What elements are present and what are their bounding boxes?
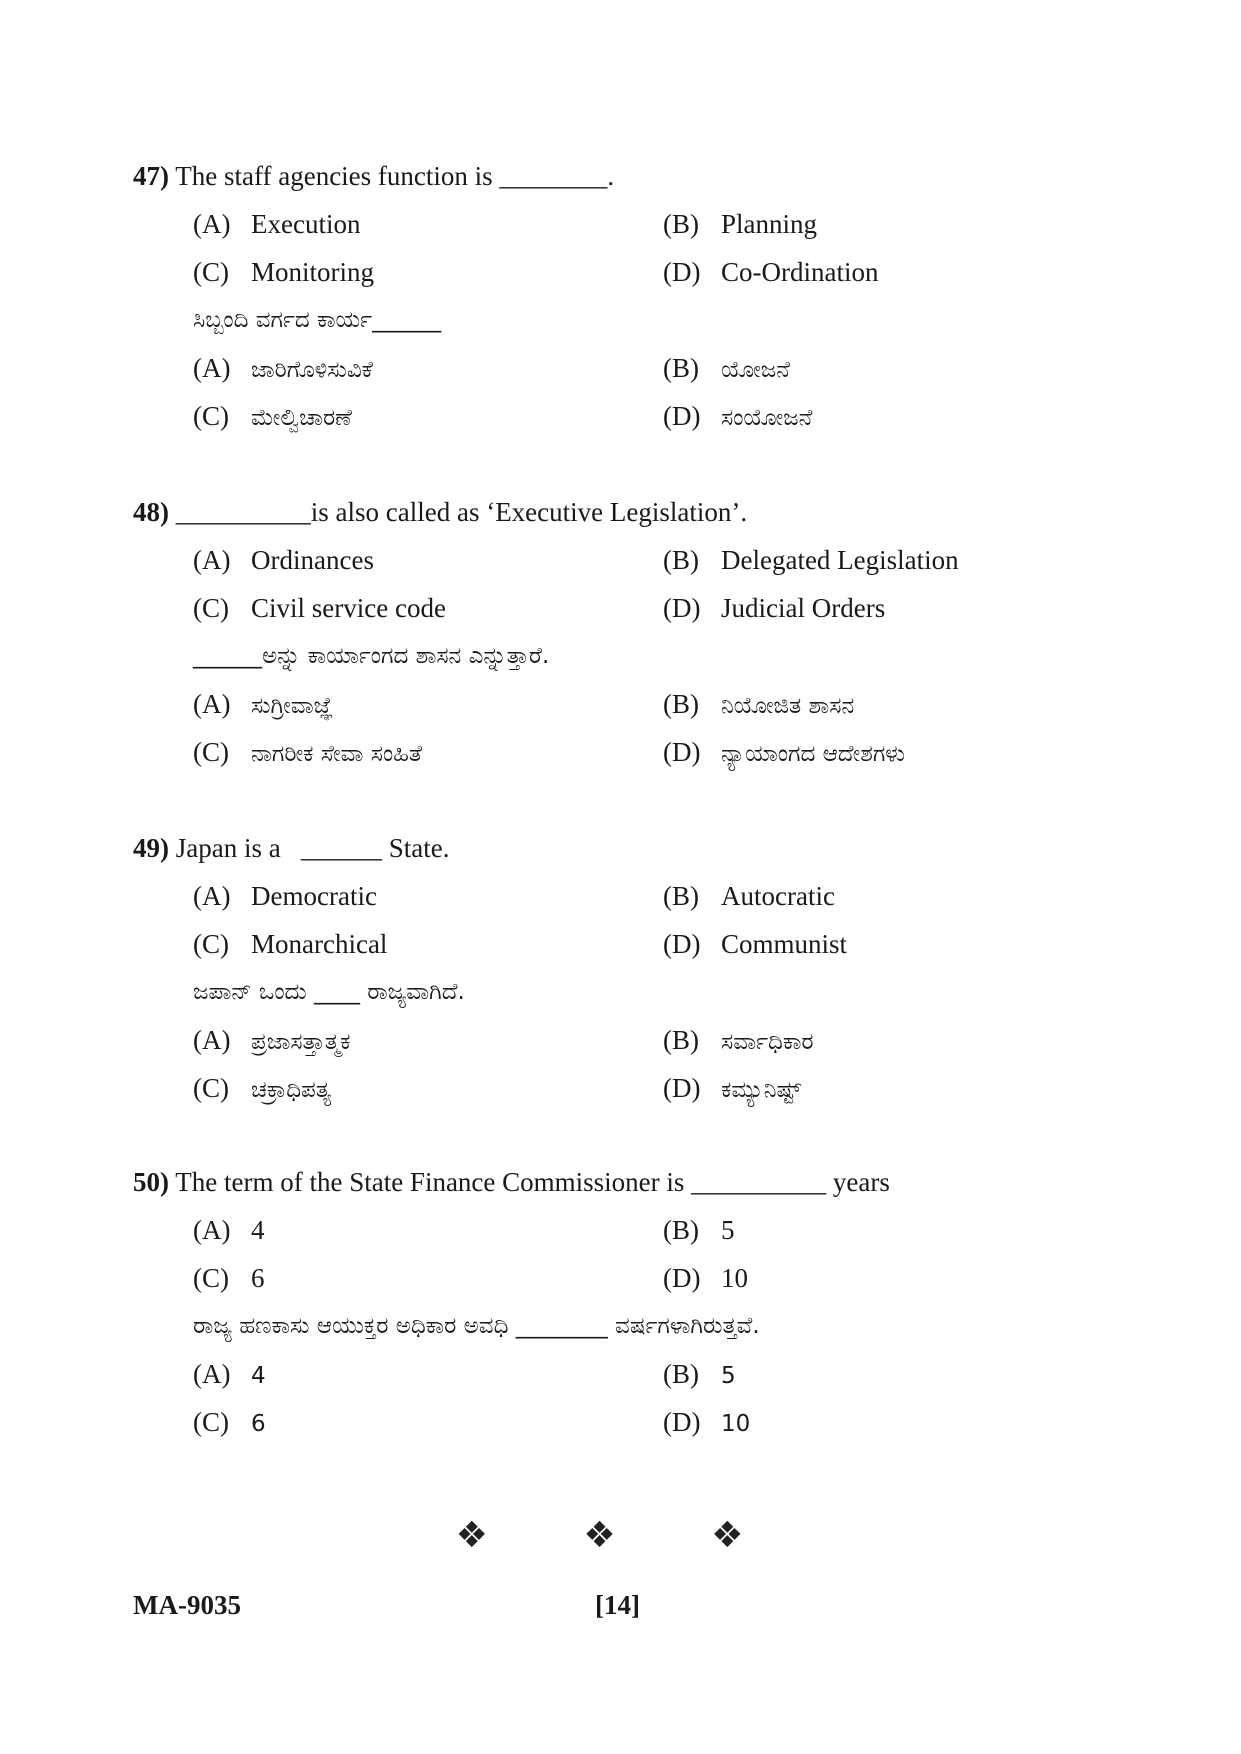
question-number: 49) [133,833,169,863]
option-a-en: (A) Democratic [193,881,377,911]
option-a-en: (A) Ordinances [193,545,374,575]
question-text-kn: ______ಅನ್ನು ಕಾರ್ಯಾಂಗದ ಶಾಸನ ಎನ್ನುತ್ತಾರೆ. [193,643,550,669]
option-b-kn: (B) ನಿಯೋಜಿತ ಶಾಸನ [663,689,855,719]
option-b-en: (B) 5 [663,1215,735,1245]
question-stem: The staff agencies function is ________. [175,161,615,191]
option-d-kn: (D) ನ್ಯಾಯಾಂಗದ ಆದೇಶಗಳು [663,737,906,767]
option-c-en: (C) Monarchical [193,929,388,959]
option-a-en: (A) 4 [193,1215,265,1245]
question-text-en [133,492,747,532]
option-d-en: (D) Co-Ordination [663,257,879,287]
option-c-kn: (C) 6 [193,1407,266,1437]
page-number: [14] [595,1590,640,1620]
option-c-kn: (C) ಚಕ್ರಾಧಿಪತ್ಯ [193,1073,332,1103]
option-b-kn: (B) ಯೋಜನೆ [663,353,790,383]
option-c-kn: (C) ಮೇಲ್ವಿಚಾರಣೆ [193,401,352,431]
question-stem: Japan is a ______ State. [175,833,450,863]
question-stem: The term of the State Finance Commissioner is __________ years [175,1167,890,1197]
question-text-kn: ಜಪಾನ್ ಒಂದು ____ ರಾಜ್ಯವಾಗಿದೆ. [193,979,465,1005]
question-text-en [133,156,614,196]
question-number: 48) [133,497,169,527]
question-text-kn: ಸಿಬ್ಬಂದಿ ವರ್ಗದ ಕಾರ್ಯ______ [193,307,442,333]
option-d-en: (D) 10 [663,1263,748,1293]
question-text-kn: ರಾಜ್ಯ ಹಣಕಾಸು ಆಯುಕ್ತರ ಅಧಿಕಾರ ಅವಧಿ ________ ವರ್ಷಗಳಾಗಿರುತ್ತವೆ. [193,1313,760,1339]
end-ornament-icon: ❖ ❖ ❖ [455,1515,786,1556]
option-b-en: (B) Planning [663,209,818,239]
option-b-kn: (B) ಸರ್ವಾಧಿಕಾರ [663,1025,814,1055]
question-text-en [133,828,449,868]
option-b-en: (B) Autocratic [663,881,835,911]
option-a-kn: (A) ಪ್ರಜಾಸತ್ತಾತ್ಮಕ [193,1025,351,1055]
paper-code: MA-9035 [133,1590,241,1620]
option-c-en: (C) Monitoring [193,257,375,287]
option-c-kn: (C) ನಾಗರೀಕ ಸೇವಾ ಸಂಹಿತೆ [193,737,423,767]
question-text-en [133,1162,890,1202]
option-a-en: (A) Execution [193,209,361,239]
option-c-en: (C) Civil service code [193,593,446,623]
option-a-kn: (A) ಜಾರಿಗೊಳಿಸುವಿಕೆ [193,353,373,383]
question-number: 47) [133,161,169,191]
option-a-kn: (A) 4 [193,1359,266,1389]
option-a-kn: (A) ಸುಗ್ರೀವಾಜ್ಞೆ [193,689,334,719]
option-b-kn: (B) 5 [663,1359,736,1389]
option-b-en: (B) Delegated Legislation [663,545,959,575]
option-c-en: (C) 6 [193,1263,265,1293]
question-number: 50) [133,1167,169,1197]
option-d-kn: (D) ಸಂಯೋಜನೆ [663,401,813,431]
option-d-en: (D) Judicial Orders [663,593,886,623]
option-d-kn: (D) ಕಮ್ಯುನಿಷ್ಟ್ [663,1073,802,1103]
option-d-kn: (D) 10 [663,1407,751,1437]
question-stem: __________is also called as ‘Executive Legislation’. [175,497,748,527]
option-d-en: (D) Communist [663,929,848,959]
